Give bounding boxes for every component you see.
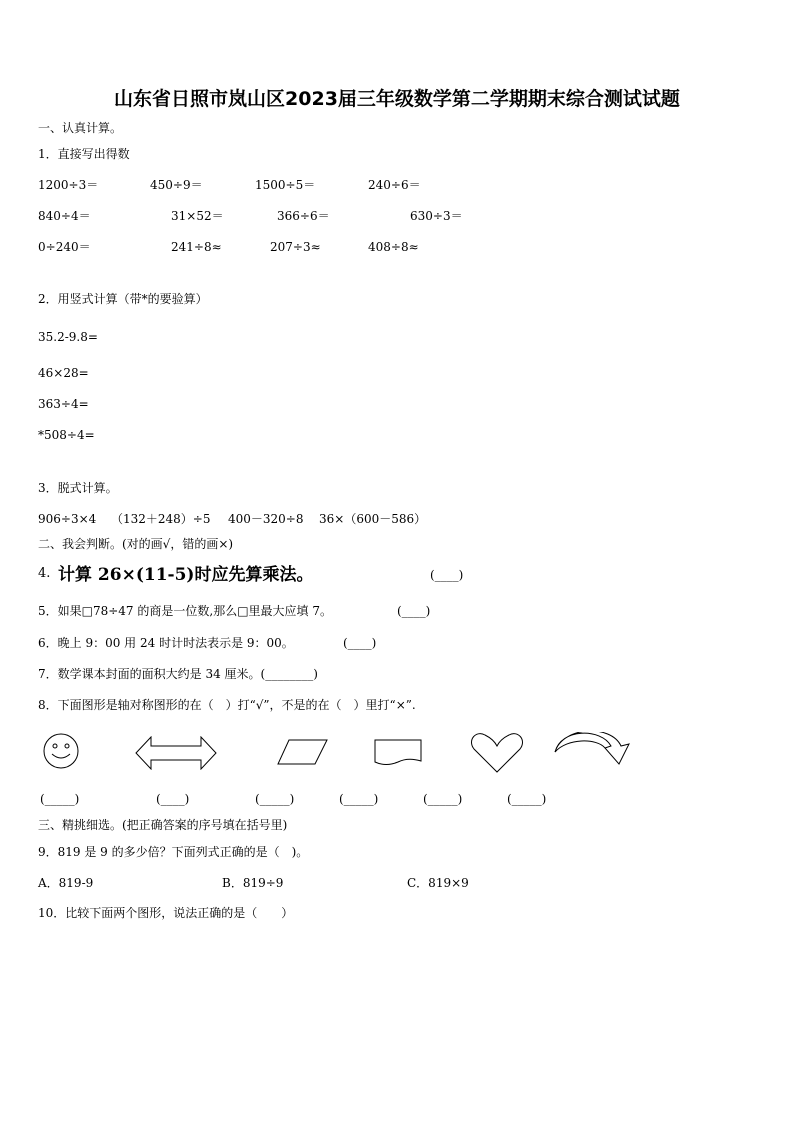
step-calc-item: （132＋248）÷5	[111, 512, 211, 526]
mental-calc-item: 408÷8≈	[368, 240, 419, 254]
mental-calc-item: 0÷240＝	[38, 240, 91, 254]
question-4-text: 计算 26×(11-5)时应先算乘法。	[58, 565, 314, 585]
figure-answer-blank[interactable]: (_____)	[507, 792, 547, 806]
question-5-answer-blank[interactable]: (____)	[397, 604, 431, 618]
step-calc-item: 400－320÷8	[228, 512, 304, 526]
question-5-text: 5．如果□78÷47 的商是一位数,那么□里最大应填 7。	[38, 604, 332, 618]
heart-figure	[470, 732, 524, 774]
mental-calc-item: 1500÷5＝	[255, 178, 316, 192]
step-calc-item: 36×（600－586）	[319, 512, 427, 526]
mental-calc-item: 840÷4＝	[38, 209, 91, 223]
curved-arrow-figure	[553, 732, 633, 768]
vertical-calc-item: *508÷4=	[38, 428, 95, 442]
figure-answer-blank[interactable]: (_____)	[339, 792, 379, 806]
question-10-text: 10．比较下面两个图形，说法正确的是（ ）	[38, 906, 294, 920]
question-9-option-c[interactable]: C．819×9	[407, 876, 469, 890]
vertical-calc-item: 46×28=	[38, 366, 89, 380]
vertical-calc-item: 363÷4=	[38, 397, 89, 411]
flag-shape-figure	[372, 737, 424, 767]
page-title: 山东省日照市岚山区2023届三年级数学第二学期期末综合测试试题	[114, 88, 680, 110]
question-7-text: 7．数学课本封面的面积大约是 34 厘米。(________)	[38, 667, 318, 681]
step-calc-item: 906÷3×4	[38, 512, 97, 526]
mental-calc-item: 450÷9＝	[150, 178, 203, 192]
section-1-heading: 一、认真计算。	[38, 121, 123, 135]
mental-calc-item: 241÷8≈	[171, 240, 222, 254]
question-9-text: 9．819 是 9 的多少倍？下面列式正确的是（ )。	[38, 845, 309, 859]
vertical-calc-item: 35.2-9.8=	[38, 330, 98, 344]
question-9-option-b[interactable]: B．819÷9	[222, 876, 284, 890]
mental-calc-item: 240÷6＝	[368, 178, 421, 192]
figure-answer-blank[interactable]: (_____)	[255, 792, 295, 806]
question-6-text: 6．晚上 9：00 用 24 时计时法表示是 9：00。	[38, 636, 294, 650]
question-8-text: 8．下面图形是轴对称图形的在（ ）打“√”，不是的在（ ）里打“×”.	[38, 698, 416, 712]
question-4-answer-blank[interactable]: (____)	[430, 568, 464, 582]
question-3-label: 3．脱式计算。	[38, 481, 118, 495]
parallelogram-figure	[277, 738, 329, 766]
question-4-number: 4.	[38, 566, 51, 581]
mental-calc-item: 207÷3≈	[270, 240, 321, 254]
figure-answer-blank[interactable]: (_____)	[40, 792, 80, 806]
mental-calc-item: 366÷6＝	[277, 209, 330, 223]
question-1-label: 1．直接写出得数	[38, 147, 130, 161]
mental-calc-item: 630÷3＝	[410, 209, 463, 223]
mental-calc-item: 31×52＝	[171, 209, 224, 223]
double-arrow-figure	[135, 736, 217, 770]
figure-answer-blank[interactable]: (____)	[156, 792, 190, 806]
smiley-face-figure	[40, 733, 82, 769]
figure-answer-blank[interactable]: (_____)	[423, 792, 463, 806]
mental-calc-item: 1200÷3＝	[38, 178, 99, 192]
question-2-label: 2．用竖式计算（带*的要验算）	[38, 292, 208, 306]
section-3-heading: 三、精挑细选。(把正确答案的序号填在括号里)	[38, 818, 288, 832]
question-9-option-a[interactable]: A．819-9	[38, 876, 94, 890]
section-2-heading: 二、我会判断。(对的画√，错的画×)	[38, 537, 234, 551]
question-6-answer-blank[interactable]: (____)	[343, 636, 377, 650]
